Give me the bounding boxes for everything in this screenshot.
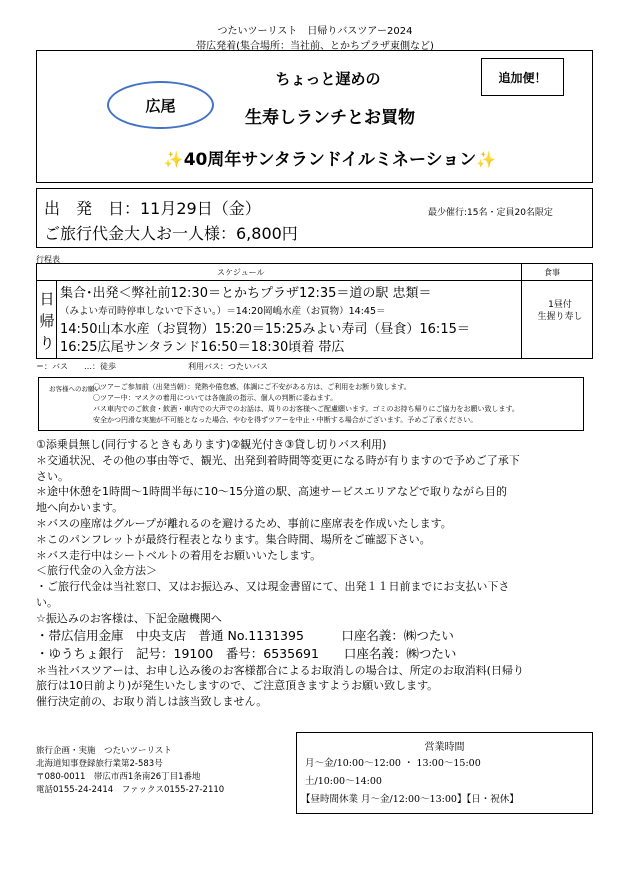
- body-line: 旅行は10日前より)が発生いたしますので、ご注意頂きますようお願い致します。: [36, 679, 439, 693]
- body-line: さい。: [36, 469, 69, 483]
- body-line: ・ご旅行代金は当社窓口、又はお振込み、又は現金書留にて、出発１１日前までにお支払い下さ: [36, 580, 510, 594]
- title-line1: ちょっと遅めの: [275, 70, 381, 88]
- schedule-body: [60, 285, 520, 357]
- main-body: [36, 437, 596, 710]
- body-line: い。: [36, 595, 58, 609]
- sparkle-icon: ✨: [163, 150, 184, 169]
- body-line: ＊このパンフレットが最終行程表となります。集合時間、場所をご確認下さい。: [36, 532, 431, 546]
- row-label: 日 帰 り: [39, 290, 55, 352]
- meal-cell: 1昼付 生握り寿し: [537, 300, 583, 322]
- bank-account-1: ・帯広信用金庫 中央支店 普通 No.1131395 口座名義：㈱つたい: [36, 627, 454, 643]
- hours-closed: 【昼時間休業 月～金/12:00～13:00】【日・祝休】: [301, 794, 519, 805]
- bank-account-2: ・ゆうちょ銀行 記号：19100 番号：6535691 口座名義：㈱つたい: [36, 645, 457, 661]
- schedule-line: 16:25広尾サンタランド16:50＝18:30頃着 帯広: [60, 340, 345, 355]
- body-line: ①添乗員無し(同行するときもあります)②観光付き③貸し切りバス利用): [36, 438, 387, 451]
- body-line: ＊当社バスツアーは、お申し込み後のお客様都合によるお取消しの場合は、所定のお取消料(日帰り: [36, 663, 524, 677]
- body-line: ＊途中休憩を1時間～1時間半毎に10～15分道の駅、高速サービスエリアなどで取りながら目的: [36, 485, 507, 499]
- body-line: ＊交通状況、その他の事由等で、観光、出発到着時間等変更になる時が有りますので予めご了承下: [36, 453, 520, 467]
- company-line: 旅行企画・実施 つたいツーリスト: [36, 746, 172, 756]
- origin-oval: 広尾: [107, 81, 214, 129]
- hours-weekday: 月～金/10:00～12:00 ・ 13:00～15:00: [305, 758, 481, 769]
- body-line: ＜旅行代金の入金方法＞: [36, 564, 157, 578]
- notice-line: 〇ツアーご参加前（出発当朝）：発熱や倦怠感、体調にご不安がある方は、ご利用をお断り致します。: [93, 383, 411, 391]
- title-line3: [110, 145, 550, 170]
- body-line: ☆振込みのお客様は、下記金融機関へ: [36, 611, 222, 625]
- sparkle-icon: ✨: [476, 150, 497, 169]
- schedule-col-header: スケジュール: [217, 268, 265, 277]
- minimum-note: 最少催行:15名・定員20名限定: [428, 208, 553, 218]
- body-line: 地へ向かいます。: [36, 501, 124, 515]
- body-line: ＊バスの座席はグループが離れるのを避けるため、事前に座席表を作成いたします。: [36, 516, 452, 530]
- extra-badge: 追加便！: [481, 58, 564, 96]
- schedule-table: [36, 263, 593, 359]
- address: 〒080-0011 帯広市西1条南26丁目1番地: [36, 772, 201, 782]
- schedule-legend: ＝：バス …：徒歩 利用バス：つたいバス: [36, 362, 268, 371]
- body-line: 催行決定前の、お取り消しは該当致しません。: [36, 695, 268, 709]
- schedule-line: 14:50山本水産（お買物）15:20＝15:25みよい寿司（昼食）16:15＝: [60, 322, 470, 337]
- registration: 北海道知事登録旅行業第2-583号: [36, 759, 163, 769]
- departure-date: 出 発 日：11月29日（金）: [44, 199, 261, 218]
- notice-line: 安全かつ円滑な実施が不可能となった場合、やむを得ずツアーを中止・中断する場合がございます。予めご了承ください。: [93, 416, 478, 424]
- notice-line: バス車内でのご飲食・飲酒・車内での大声でのお話は、周りのお客様へご配慮願います。ゴミのお持ち帰りにご協力をお願い致します。: [93, 405, 519, 413]
- body-line: ＊バス走行中はシートベルトの着用をお願いいたします。: [36, 548, 322, 562]
- business-hours-box: [296, 732, 593, 814]
- title-line2: 生寿しランチとお買物: [245, 108, 415, 128]
- notice-box: [38, 377, 584, 431]
- notice-line: 〇ツアー中：マスクの着用については各施設の指示、個人の判断に委ねます。: [93, 394, 338, 402]
- hours-title: 営業時間: [424, 742, 465, 753]
- schedule-line: 集合･出発＜弊社前12:30＝とかちプラザ12:35＝道の駅 忠類＝: [60, 286, 432, 301]
- tour-price: ご旅行代金大人お一人様：6,800円: [44, 224, 298, 243]
- title-line3-text: 40周年サンタランドイルミネーション: [183, 150, 477, 170]
- schedule-line: （みよい寿司時停車しないで下さい。）＝14:20岡嶋水産（お買物）14:45＝: [60, 306, 386, 317]
- header-line2: 帯広発着(集合場所：当社前、とかちプラザ東側など): [196, 41, 434, 52]
- phone: 電話0155-24-2414 ファックス0155-27-2110: [36, 785, 225, 795]
- meal-col-header: 食事: [544, 268, 560, 277]
- header-line1: つたいツーリスト 日帰りバスツアー2024: [217, 26, 413, 37]
- company-info: [36, 745, 224, 797]
- schedule-section-label: 行程表: [36, 255, 60, 264]
- notice-label: お客様へのお願い: [49, 385, 101, 393]
- hours-saturday: 土/10:00～14:00: [305, 776, 382, 787]
